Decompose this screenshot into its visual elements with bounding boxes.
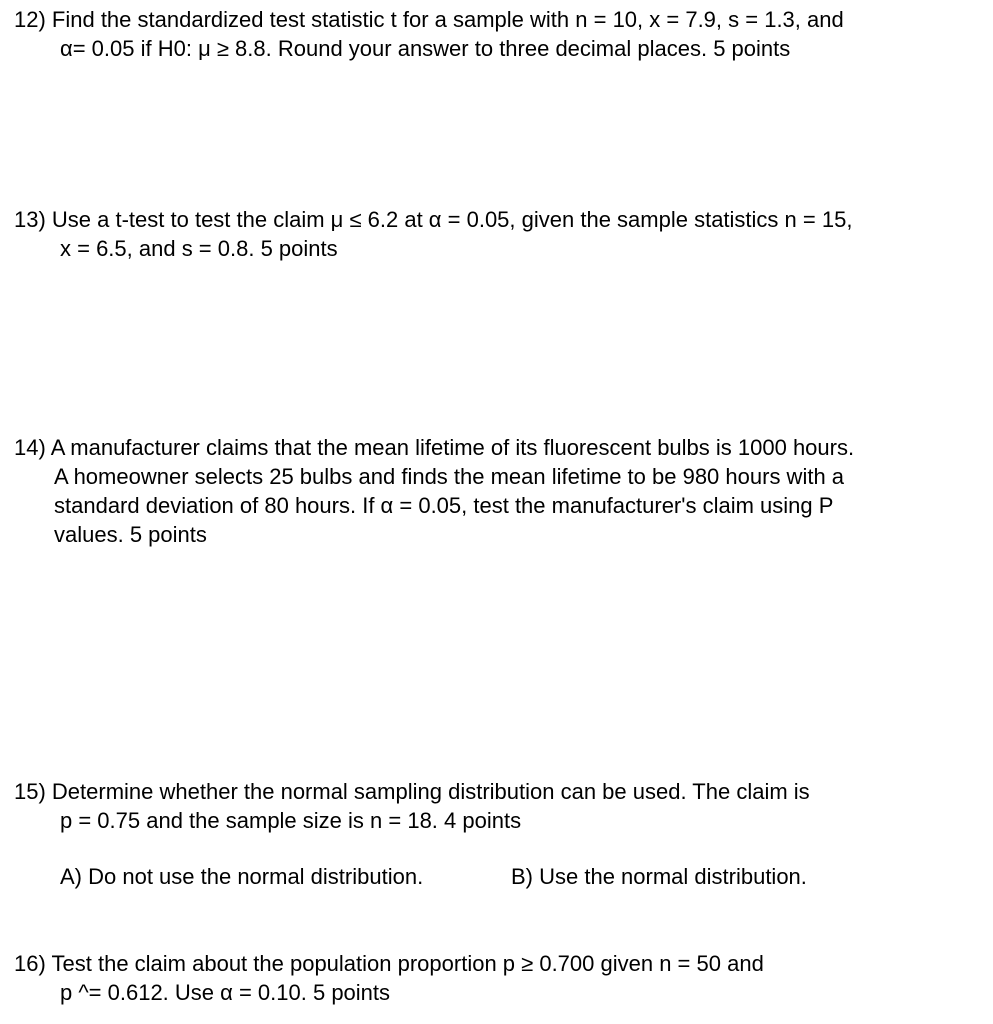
question-13-line-1: 13) Use a t-test to test the claim μ ≤ 6.2 at α = 0.05, given the sample statistics n = 15, [14,207,853,232]
question-15-line-2: p = 0.75 and the sample size is n = 18. 4 points [60,808,522,833]
question-13-line-2: x = 6.5, and s = 0.8. 5 points [60,236,338,261]
question-14 [14,433,981,549]
question-12 [14,5,981,63]
question-12-line-2: α= 0.05 if H0: μ ≥ 8.8. Round your answer to three decimal places. 5 points [60,36,791,61]
question-15-options [60,862,807,891]
option-b: B) Use the normal distribution. [511,864,807,889]
question-13 [14,205,981,263]
question-16-line-1: 16) Test the claim about the population proportion p ≥ 0.700 given n = 50 and [14,951,764,976]
question-16 [14,949,981,1007]
question-15-line-1: 15) Determine whether the normal sampling distribution can be used. The claim is [14,779,810,804]
question-15 [14,777,981,835]
question-12-line-1: 12) Find the standardized test statistic t for a sample with n = 10, x = 7.9, s = 1.3, and [14,7,844,32]
question-14-line-4: values. 5 points [54,522,207,547]
question-16-line-2: p ^= 0.612. Use α = 0.10. 5 points [60,980,391,1005]
option-a: A) Do not use the normal distribution. [60,864,424,889]
question-14-line-1: 14) A manufacturer claims that the mean lifetime of its fluorescent bulbs is 1000 hours. [14,435,855,460]
question-14-line-3: standard deviation of 80 hours. If α = 0.05, test the manufacturer's claim using P [54,493,834,518]
question-14-line-2: A homeowner selects 25 bulbs and finds the mean lifetime to be 980 hours with a [54,464,845,489]
